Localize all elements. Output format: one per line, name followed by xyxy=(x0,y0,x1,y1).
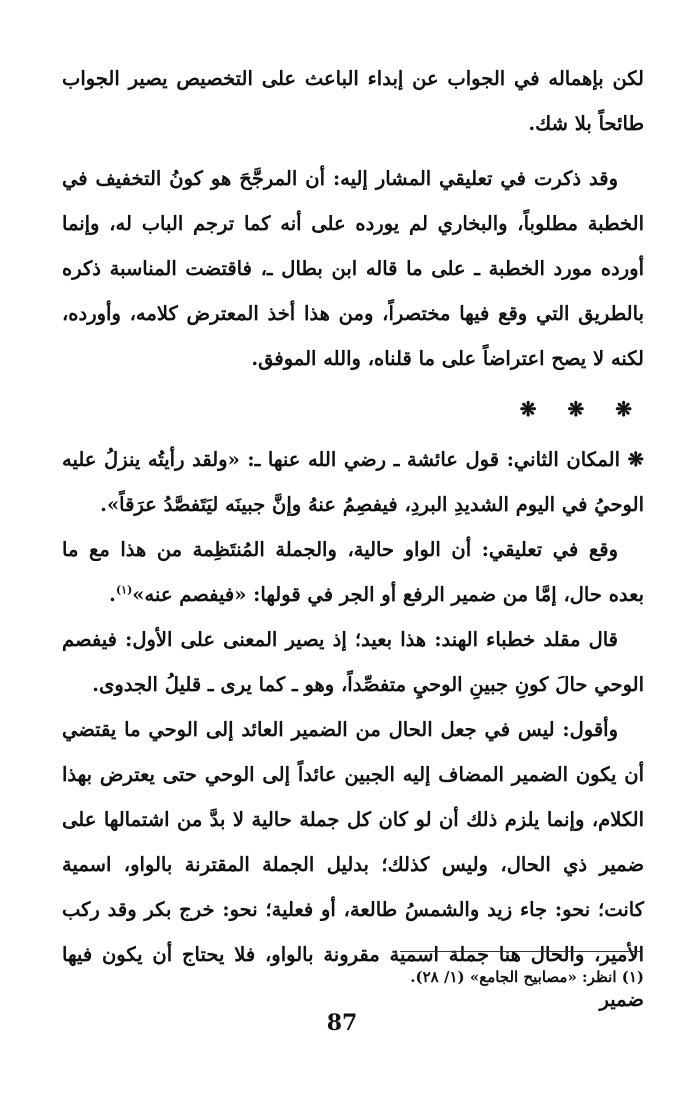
footnote-ref[interactable]: (١) xyxy=(115,583,133,597)
footnote-divider xyxy=(400,951,640,952)
paragraph-4-text: وقع في تعليقي: أن الواو حالية، والجملة المُنتَظِمة من هذا مع ما بعده حال، إمَّا من ضمير الرفع أو الجر في قولها: «فيفصم عنه» xyxy=(62,538,644,606)
paragraph-3: ❋ المكان الثاني: قول عائشة ـ رضي الله عنها ـ: «ولقد رأيتُه ينزلُ عليه الوحيُ في اليوم الشديدِ البردِ، فيفصِمُ عنهُ وإنَّ جبينَه ليَتَفصَّدُ عرَقاً». xyxy=(62,448,644,516)
paragraph-2: وقد ذكرت في تعليقي المشار إليه: أن المرجَّحَ هو كونُ التخفيف في الخطبة مطلوباً، والبخاري لم يورده على أنه كما ترجم الباب له، وإنما أورده مورد الخطبة ـ على ما قاله ابن بطال ـ، فاقتضت المناسبة ذكره بالطريق التي وقع فيها مختصراً، ومن هذا أخذ المعترض كلامه، وأورده، لكنه لا يصح اعتراضاً على ما قلناه، والله الموفق. xyxy=(62,167,644,370)
paragraph-5: قال مقلد خطباء الهند: هذا بعيد؛ إذ يصير المعنى على الأول: فيفصم الوحي حالَ كونِ جبينِ الوحيِ متفصِّداً، وهو ـ كما يرى ـ قليلُ الجدوى. xyxy=(62,628,644,696)
page-number: 87 xyxy=(326,1010,358,1036)
footnote: (١) انظر: «مصابيح الجامع» (١/ ٢٨). xyxy=(410,968,644,986)
paragraph-6: وأقول: ليس في جعل الحال من الضمير العائد إلى الوحي ما يقتضي أن يكون الضمير المضاف إليه الجبين عائداً إلى الوحي حتى يعترض بهذا الكلام، وإنما يلزم ذلك أن لو كان كل جملة حالية لا بدَّ من اشتمالها على ضمير ذي الحال، وليس كذلك؛ بدليل الجملة المقترنة بالواو، اسمية كانت؛ نحو: جاء زيد والشمسُ طالعة، أو فعلية؛ نحو: خرج بكر وقد ركب الأمير، والحال هنا جملة اسمية مقرونة بالواو، فلا يحتاج أن يكون فيها ضمير xyxy=(62,718,644,1011)
paragraph-4-tail: . xyxy=(109,583,116,606)
paragraph-4 xyxy=(62,527,644,617)
main-text xyxy=(62,56,644,1022)
section-separator: ❋ ❋ ❋ xyxy=(519,397,644,421)
paragraph-1: لكن بإهماله في الجواب عن إبداء الباعث على التخصيص يصير الجواب طائحاً بلا شك. xyxy=(62,67,644,135)
